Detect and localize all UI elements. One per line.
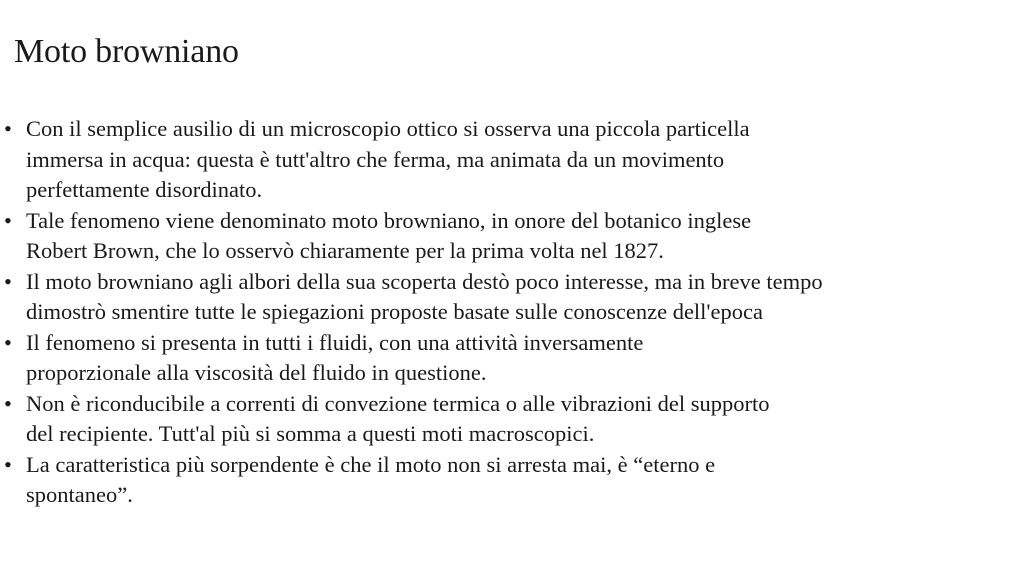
bullet-text	[26, 328, 1010, 389]
bullet-line: spontaneo”.	[26, 482, 133, 507]
bullet-item	[0, 450, 1010, 511]
bullet-line: Il moto browniano agli albori della sua scoperta destò poco interesse, ma in breve tempo	[26, 268, 823, 294]
bullet-text	[26, 206, 1010, 267]
bullet-icon: •	[4, 268, 12, 294]
bullet-line: La caratteristica più sorpendente è che il moto non si arresta mai, è “eterno e	[26, 451, 716, 477]
bullet-line: Non è riconducibile a correnti di convezione termica o alle vibrazioni del supporto	[26, 390, 770, 416]
bullet-line: Robert Brown, che lo osservò chiaramente per la prima volta nel 1827.	[26, 238, 664, 263]
bullet-icon: •	[4, 329, 12, 355]
bullet-text	[26, 450, 1010, 511]
bullet-icon: •	[4, 451, 12, 477]
bullet-line: del recipiente. Tutt'al più si somma a questi moti macroscopici.	[26, 421, 595, 446]
bullet-line: proporzionale alla viscosità del fluido in questione.	[26, 360, 487, 385]
bullet-line: immersa in acqua: questa è tutt'altro che ferma, ma animata da un movimento	[26, 146, 725, 172]
bullet-text	[26, 267, 1010, 328]
bullet-text	[26, 114, 1010, 206]
bullet-icon: •	[4, 390, 12, 416]
bullet-item	[0, 328, 1010, 389]
bullet-line: Il fenomeno si presenta in tutti i fluidi, con una attività inversamente	[26, 329, 644, 355]
bullet-list	[0, 114, 1010, 511]
bullet-item	[0, 206, 1010, 267]
bullet-line: Con il semplice ausilio di un microscopio ottico si osserva una piccola particella	[26, 116, 750, 141]
bullet-line: perfettamente disordinato.	[26, 177, 263, 202]
bullet-item	[0, 389, 1010, 450]
bullet-item	[0, 114, 1010, 206]
slide-title: Moto browniano	[14, 33, 239, 70]
bullet-icon: •	[4, 116, 12, 141]
bullet-text	[26, 389, 1010, 450]
bullet-line: Tale fenomeno viene denominato moto browniano, in onore del botanico inglese	[26, 207, 752, 233]
bullet-icon: •	[4, 207, 12, 233]
bullet-item	[0, 267, 1010, 328]
bullet-line: dimostrò smentire tutte le spiegazioni proposte basate sulle conoscenze dell'epoca	[26, 299, 763, 324]
